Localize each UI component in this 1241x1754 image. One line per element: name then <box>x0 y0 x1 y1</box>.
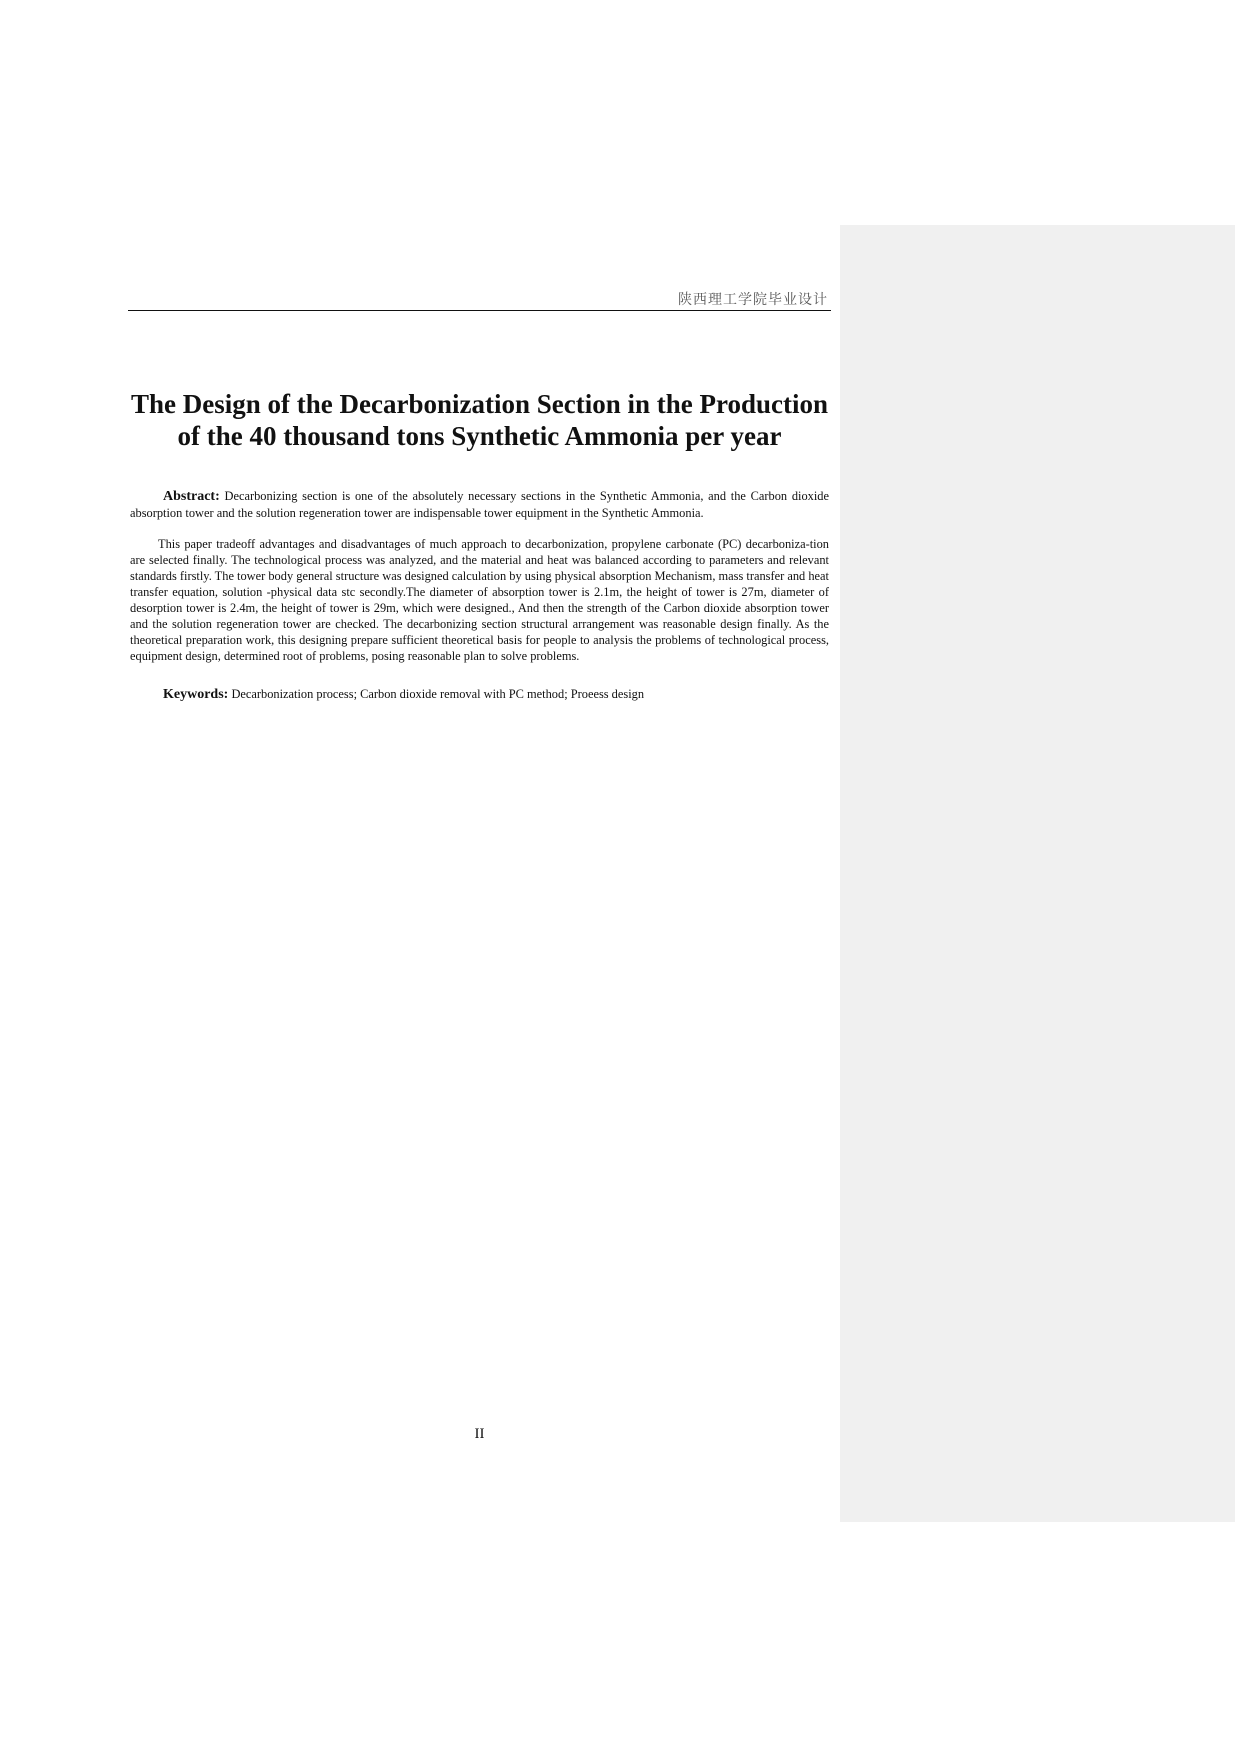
abstract-label: Abstract: <box>163 489 220 504</box>
keywords-text: Decarbonization process; Carbon dioxide removal with PC method; Proeess design <box>231 687 645 701</box>
header-rule <box>128 310 831 311</box>
comment-pane <box>840 225 1235 1522</box>
keywords-label: Keywords: <box>163 687 229 702</box>
keywords-paragraph <box>130 686 829 703</box>
running-header: 陕西理工学院毕业设计 <box>678 293 828 308</box>
page-number: II <box>474 1426 485 1442</box>
document-title: The Design of the Decarbonization Section in the Production of the 40 thousand tons Synthetic Ammonia per year <box>131 389 828 451</box>
abstract-text: Decarbonizing section is one of the absolutely necessary sections in the Synthetic Ammonia, and the Carbon dioxide absorption tower and the solution regeneration tower are indispensable tower equipment in the Synthetic Ammonia. <box>130 489 829 520</box>
abstract-paragraph <box>130 488 829 521</box>
abstract-body-paragraph: This paper tradeoff advantages and disadvantages of much approach to decarbonization, propylene carbonate (PC) decarboniza-tion are selected finally. The technological process was analyzed, and the material and heat was balanced according to parameters and relevant standards firstly. The tower body general structure was designed calculation by using physical absorption Mechanism, mass transfer and heat transfer equation, solution -physical data stc secondly.The diameter of absorption tower is 2.1m, the height of tower is 27m, diameter of desorption tower is 2.4m, the height of tower is 29m, which were designed., And then the strength of the Carbon dioxide absorption tower and the solution regeneration tower are checked. The decarbonizing section structural arrangement was reasonable design finally. As the theoretical preparation work, this designing prepare sufficient theoretical basis for people to analysis the problems of technological process, equipment design, determined root of problems, posing reasonable plan to solve problems. <box>130 537 829 663</box>
